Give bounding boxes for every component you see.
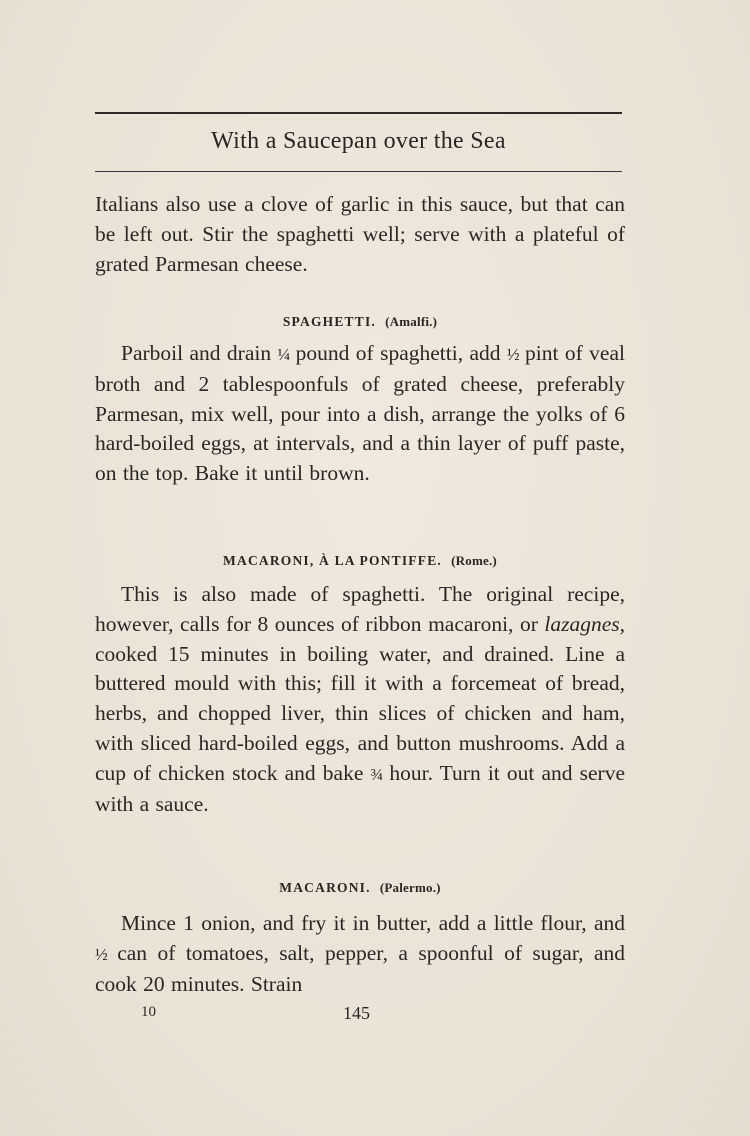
body-text: pound of spaghetti, add (289, 341, 507, 365)
italic-term: lazagnes, (544, 611, 625, 636)
intro-paragraph: Italians also use a clove of garlic in this sauce, but that can be left out. Stir the spaghetti well; serve with a plateful of grated Parmesan cheese. (95, 192, 625, 276)
running-head: With a Saucepan over the Sea (211, 128, 506, 154)
fraction: ¾ (370, 764, 383, 784)
body-text: cooked 15 minutes in boiling water, and drained. Line a buttered mould with this; fill it with a forcemeat of bread, herbs, and chopped liver, thin slices of chicken and ham, with sliced hard-boiled eggs, and button mushrooms. Add a cup of chicken stock and bake (95, 641, 625, 785)
recipe-place: (Amalfi.) (385, 314, 438, 329)
recipe-body-macaroni-pontiffe (95, 580, 625, 819)
fraction: ½ (506, 345, 519, 364)
recipe-heading-macaroni-pontiffe (95, 553, 625, 569)
recipe-body-spaghetti (95, 339, 625, 489)
body-text: Mince 1 onion, and fry it in butter, add a little flour, and (121, 911, 625, 935)
body-text: pint of veal broth and 2 tablespoonfuls of grated cheese, preferably Parmesan, mix well, pour into a dish, arrange the yolks of 6 hard-boiled eggs, at intervals, and a thin layer of puff paste, on the top. Bake it until brown. (95, 341, 625, 486)
body-text: can of tomatoes, salt, pepper, a spoonful of sugar, and cook 20 minutes. Strain (95, 940, 625, 996)
header-rule-bottom (95, 171, 622, 172)
body-text: hour. Turn it out and serve with a sauce. (95, 760, 625, 816)
body-text: Parboil and drain (121, 341, 278, 365)
body-text: This is also made of spaghetti. The original recipe, however, calls for 8 ounces of ribbon macaroni, or (95, 582, 625, 636)
recipe-title: MACARONI. (279, 880, 371, 895)
recipe-place: (Rome.) (451, 553, 497, 568)
page-number: 145 (343, 1003, 370, 1023)
recipe-title: MACARONI, À LA PONTIFFE. (223, 553, 442, 568)
recipe-heading-macaroni-palermo (95, 880, 625, 896)
recipe-title: SPAGHETTI. (282, 314, 376, 329)
recipe-heading-spaghetti (95, 314, 625, 330)
header-rule-top (95, 112, 622, 114)
recipe-place: (Palermo.) (379, 880, 441, 895)
signature-mark: 10 (141, 1004, 156, 1020)
fraction: ¼ (277, 345, 290, 364)
recipe-body-macaroni-palermo (95, 909, 625, 999)
fraction: ½ (95, 944, 107, 964)
